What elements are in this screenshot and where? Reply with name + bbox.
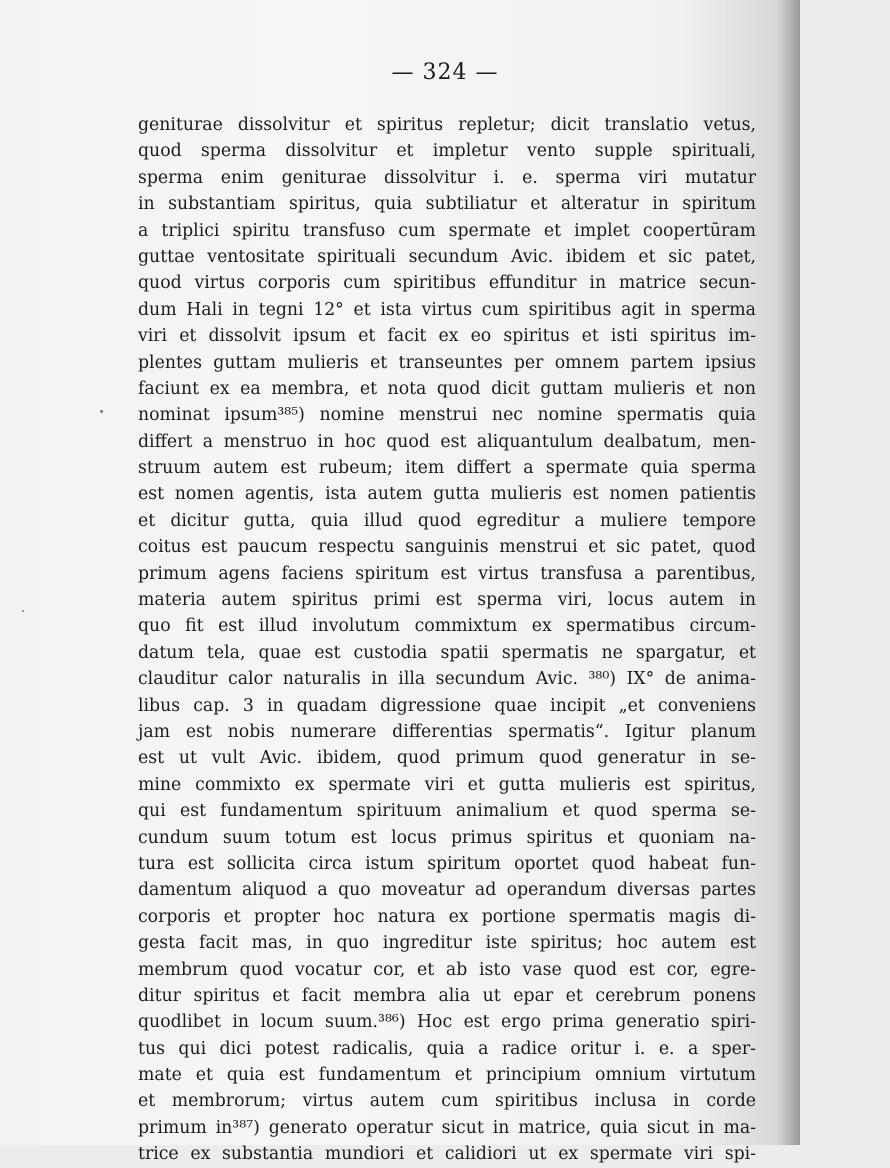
text-line: primum in³⁸⁷) generato operatur sicut in matrice, quia sicut in ma-	[138, 1117, 756, 1138]
text-line: ditur spiritus et facit membra alia ut epar et cerebrum ponens	[138, 985, 756, 1006]
text-line: primum agens faciens spiritum est virtus transfusa a parentibus,	[138, 563, 756, 584]
text-line: geniturae dissolvitur et spiritus repletur; dicit translatio vetus,	[138, 115, 756, 135]
text-line: struum autem est rubeum; item differt a spermate quia sperma	[138, 458, 756, 479]
text-line: coitus est paucum respectu sanguinis menstrui et sic patet, quod	[138, 537, 756, 558]
text-line: mate et quia est fundamentum et principium omnium virtutum	[138, 1065, 756, 1086]
text-line: viri et dissolvit ipsum et facit ex eo spiritus et isti spiritus im-	[138, 326, 756, 347]
scan-speck	[22, 610, 24, 612]
text-line: et membrorum; virtus autem cum spiritibus inclusa in corde	[138, 1091, 756, 1112]
text-line: cundum suum totum est locus primus spiritus et quoniam na-	[138, 827, 756, 848]
text-line: differt a menstruo in hoc quod est aliquantulum dealbatum, men-	[138, 431, 756, 452]
text-line: nominat ipsum³⁸⁵) nomine menstrui nec nomine spermatis quia	[138, 405, 756, 426]
text-line: sperma enim geniturae dissolvitur i. e. sperma viri mutatur	[138, 167, 756, 188]
text-line: gesta facit mas, in quo ingreditur iste spiritus; hoc autem est	[138, 933, 756, 954]
text-line: quodlibet in locum suum.³⁸⁶) Hoc est ergo prima generatio spiri-	[138, 1012, 756, 1033]
text-line: dum Hali in tegni 12° et ista virtus cum spiritibus agit in sperma	[138, 299, 756, 320]
text-line: est ut vult Avic. ibidem, quod primum quod generatur in se-	[138, 748, 756, 769]
text-line: mine commixto ex spermate viri et gutta mulieris est spiritus,	[138, 774, 756, 795]
text-line: trice ex substantia mundiori et calidiori ut ex spermate viri spi-	[138, 1144, 756, 1165]
text-line: membrum quod vocatur cor, et ab isto vase quod est cor, egre-	[138, 959, 756, 980]
text-line: materia autem spiritus primi est sperma viri, locus autem in	[138, 590, 756, 611]
text-line: et dicitur gutta, quia illud quod egreditur a muliere tempore	[138, 510, 756, 531]
text-line: faciunt ex ea membra, et nota quod dicit guttam mulieris et non	[138, 378, 756, 399]
body-text	[138, 112, 756, 1168]
text-line: clauditur calor naturalis in illa secundum Avic. ³⁸⁰) IX° de anima-	[138, 669, 756, 690]
scan-speck	[100, 410, 103, 413]
text-line: in substantiam spiritus, quia subtiliatur et alteratur in spiritum	[138, 194, 756, 215]
text-line: plentes guttam mulieris et transeuntes per omnem partem ipsius	[138, 352, 756, 373]
text-line: quo fit est illud involutum commixtum ex spermatibus circum-	[138, 616, 756, 637]
text-line: tus qui dici potest radicalis, quia a radice oritur i. e. a sper-	[138, 1038, 756, 1059]
text-line: a triplici spiritu transfuso cum spermate et implet coopertūram	[138, 220, 756, 241]
text-line: guttae ventositate spirituali secundum Avic. ibidem et sic patet,	[138, 246, 756, 267]
text-line: libus cap. 3 in quadam digressione quae incipit „et conveniens	[138, 695, 756, 716]
text-line: est nomen agentis, ista autem gutta mulieris est nomen patientis	[138, 484, 756, 505]
text-line: quod sperma dissolvitur et impletur vento supple spirituali,	[138, 141, 756, 162]
page-number: — 324 —	[391, 60, 499, 85]
text-line: tura est sollicita circa istum spiritum oportet quod habeat fun-	[138, 853, 756, 874]
text-line: datum tela, quae est custodia spatii spermatis ne spargatur, et	[138, 642, 756, 663]
text-line: jam est nobis numerare differentias spermatis“. Igitur planum	[138, 721, 756, 742]
text-line: qui est fundamentum spirituum animalium et quod sperma se-	[138, 801, 756, 822]
text-line: quod virtus corporis cum spiritibus effunditur in matrice secun-	[138, 273, 756, 294]
text-line: damentum aliquod a quo moveatur ad operandum diversas partes	[138, 880, 756, 901]
text-line: corporis et propter hoc natura ex portione spermatis magis di-	[138, 906, 756, 927]
